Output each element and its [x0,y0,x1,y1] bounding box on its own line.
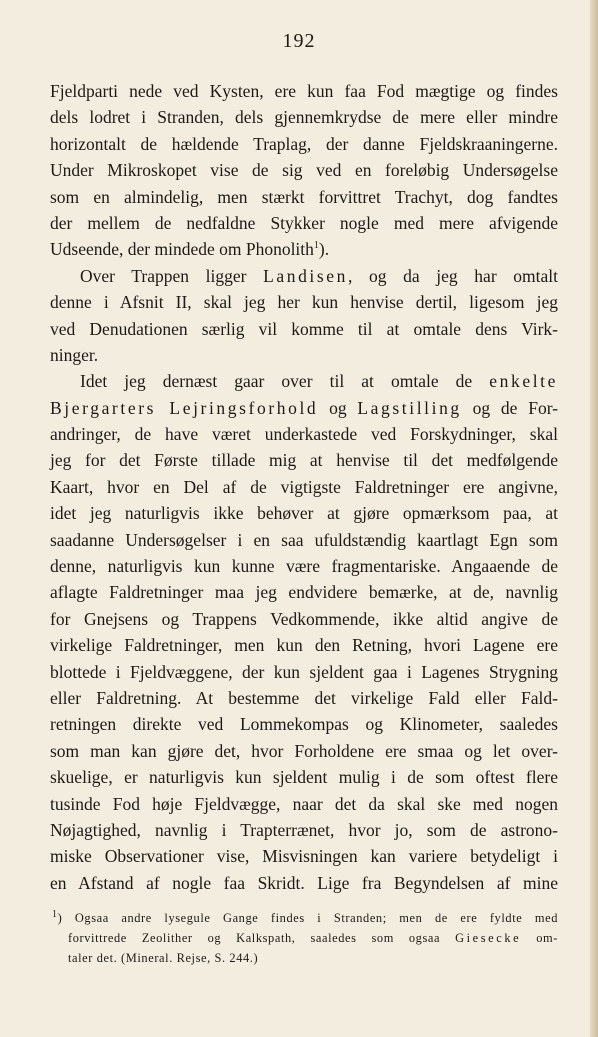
text-line [50,236,558,262]
text-line: dels lodret i Stranden, dels gjennemkrydse de mere eller mindre [50,107,558,128]
text-line: eller Faldretning. At bestemme det virkelige Fald eller Fald- [50,687,558,708]
spaced-term: Giesecke [455,931,522,945]
text-span: ). [318,239,330,260]
text-span: og de For- [461,397,558,418]
text-line: blottede i Fjeldvæggene, der kun sjeldent gaa i Lagenes Strygning [50,661,558,682]
text-line: miske Observationer vise, Misvisningen kan variere betydeligt i [50,846,558,867]
text-line: idet jeg naturligvis ikke behøver at gjøre opmærksom paa, at [50,503,558,524]
text-line: aflagte Faldretninger maa jeg endvidere bemærke, at de, navnlig [50,582,558,603]
text-line: skuelige, er naturligvis kun sjeldent mulig i de som oftest flere [50,767,558,788]
footnote-marker: 1 [52,908,58,920]
text-line: retningen direkte ved Lommekompas og Klinometer, saaledes [50,714,558,735]
text-span: ) Ogsaa andre lysegule Gange findes i Stranden; men de ere fyldte med [57,911,558,925]
spaced-term: Bjergarters Lejringsforhold [50,397,319,418]
text-span: Over Trappen ligger [80,265,264,286]
text-span: , og da jeg har omtalt [348,265,558,286]
text-span: forvittrede Zeolither og Kalkspath, saaledes som ogsaa [68,931,456,945]
text-line: Nøjagtighed, navnlig i Trapterrænet, hvor jo, som de astrono- [50,819,558,840]
footnote [50,908,558,968]
body-text [50,78,558,896]
page-number: 192 [282,30,316,52]
text-line: saadanne Undersøgelser i en saa ufuldstændig kaartlagt Egn som [50,529,558,550]
spaced-term: Lagstilling [357,397,462,418]
text-line [50,263,558,289]
text-line: ninger. [50,344,99,365]
text-line: tusinde Fod høje Fjeldvægge, naar det da skal ske med nogen [50,793,558,814]
text-line: en Afstand af nogle faa Skridt. Lige fra Begyndelsen af mine [50,872,558,893]
text-line: Under Mikroskopet vise de sig ved en foreløbig Undersøgelse [50,160,558,181]
text-line: som en almindelig, men stærkt forvittret Trachyt, dog fandtes [50,186,558,207]
text-span: Idet jeg dernæst gaar over til at omtale de [80,371,490,392]
footnote-line [50,928,558,948]
footnote-line [50,908,558,928]
text-line: der mellem de nedfaldne Stykker nogle med mere afvigende [50,212,558,233]
text-line: ved Denudationen særlig vil komme til at omtale dens Virk- [50,318,558,339]
text-line: andringer, de have været underkastede ved Forskydninger, skal [50,424,558,445]
text-line [50,368,558,394]
text-line: denne i Afsnit II, skal jeg her kun henvise dertil, ligesom jeg [50,292,558,313]
footnote-line: taler det. (Mineral. Rejse, S. 244.) [68,951,259,965]
text-line: virkelige Faldretninger, men kun den Retning, hvori Lagene ere [50,635,558,656]
text-span: om- [521,931,558,945]
text-line: Kaart, hvor en Del af de vigtigste Faldretninger ere angivne, [50,476,558,497]
footnote-ref: 1 [313,240,319,252]
spaced-term: enkelte [489,371,558,392]
text-line: denne, naturligvis kun kunne være fragmentariske. Angaaende de [50,556,558,577]
text-line [50,395,558,421]
text-span: og [318,397,358,418]
text-span: Udseende, der mindede om Phonolith [50,239,314,260]
spaced-term: Landisen [263,265,349,286]
text-line: for Gnejsens og Trappens Vedkommende, ikke altid angive de [50,608,558,629]
page-edge [590,0,598,1037]
text-line: Fjeldparti nede ved Kysten, ere kun faa Fod mægtige og findes [50,81,558,101]
text-line: horizontalt de hældende Traplag, der danne Fjeldskraaningerne. [50,133,558,154]
text-line: jeg for det Første tillade mig at henvise til det medfølgende [50,450,558,471]
text-line: som man kan gjøre det, hvor Forholdene ere smaa og let over- [50,740,558,761]
